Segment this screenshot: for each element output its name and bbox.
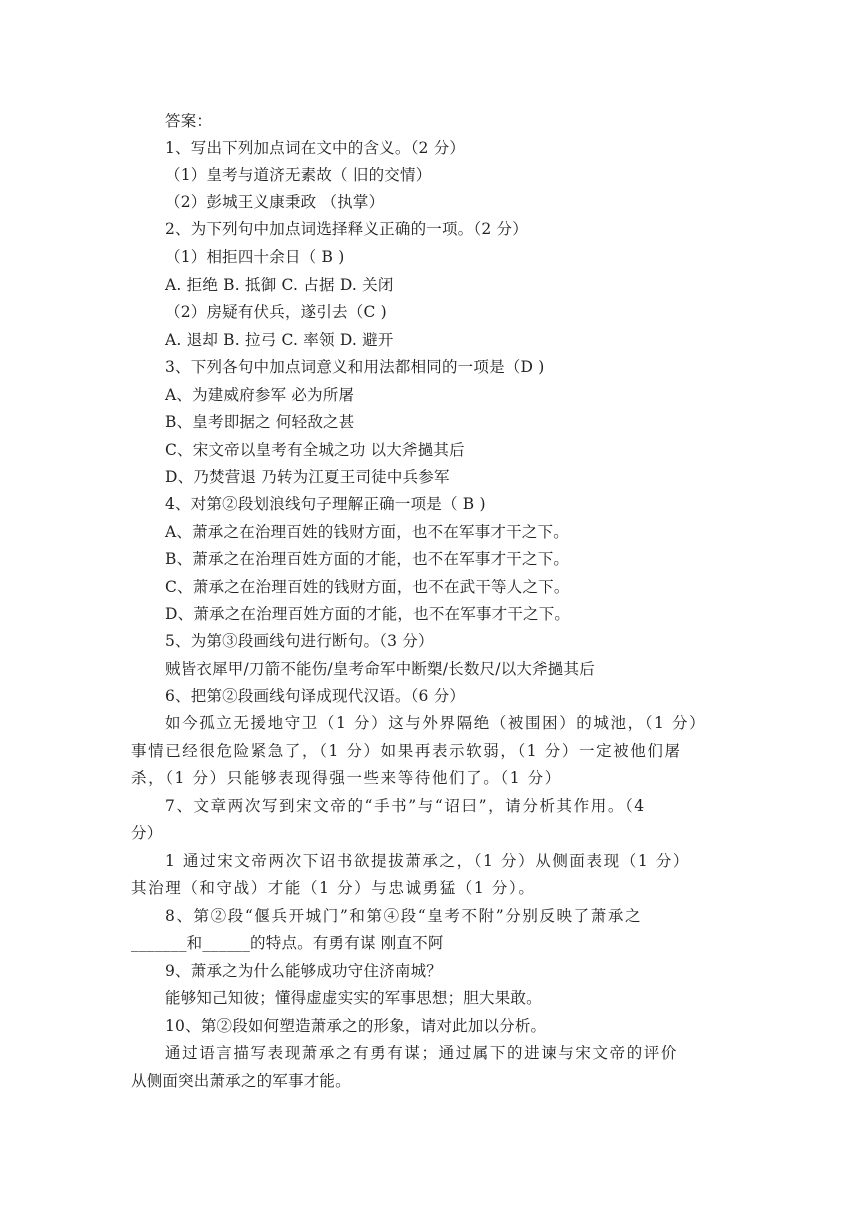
q10-stem: 10、第②段如何塑造萧承之的形象，请对此加以分析。 xyxy=(165,1017,547,1035)
q6-stem: 6、把第②段画线句译成现代汉语。（6 分） xyxy=(165,687,466,705)
q6-answer-line-1: 如今孤立无援地守卫（1 分）这与外界隔绝（被围困）的城池，（1 分） xyxy=(165,714,707,732)
q2-stem: 2、为下列句中加点词选择释义正确的一项。（2 分） xyxy=(165,220,528,238)
q6-answer-line-3: 杀，（1 分）只能够表现得强一些来等待他们了。（1 分） xyxy=(131,769,562,787)
q1-answer-1: （1）皇考与道济无素故（ 旧的交情） xyxy=(165,166,432,184)
q6-answer-line-2: 事情已经很危险紧急了，（1 分）如果再表示软弱，（1 分）一定被他们屠 xyxy=(131,742,682,760)
q3-option-b: B、皇考即据之 何轻敌之甚 xyxy=(165,413,355,431)
q4-option-c: C、萧承之在治理百姓的钱财方面，也不在武干等人之下。 xyxy=(165,578,570,596)
q9-stem: 9、萧承之为什么能够成功守住济南城？ xyxy=(165,962,442,980)
q7-answer-line-2: 其治理（和守战）才能（1 分）与忠诚勇猛（1 分）。 xyxy=(131,879,536,897)
q3-stem: 3、下列各句中加点词意义和用法都相同的一项是（D ) xyxy=(165,358,545,376)
answer-heading: 答案： xyxy=(165,112,213,130)
q8-stem-line-1: 8、第②段“偃兵开城门”和第④段“皇考不附”分别反映了萧承之 xyxy=(165,907,643,925)
q2-options-1: A. 拒绝 B. 抵御 C. 占据 D. 关闭 xyxy=(165,276,394,294)
q9-answer: 能够知己知彼；懂得虚虚实实的军事思想；胆大果敢。 xyxy=(165,989,542,1007)
q2-sub-1: （1）相拒四十余日（ B ) xyxy=(165,248,345,266)
q4-option-a: A、萧承之在治理百姓的钱财方面，也不在军事才干之下。 xyxy=(165,523,569,541)
q4-option-b: B、萧承之在治理百姓方面的才能，也不在军事才干之下。 xyxy=(165,550,570,568)
q7-stem-line-2: 分） xyxy=(131,824,163,842)
q3-option-d: D、乃焚营退 乃转为江夏王司徒中兵参军 xyxy=(165,468,450,486)
q10-answer-line-1: 通过语言描写表现萧承之有勇有谋；通过属下的进谏与宋文帝的评价 xyxy=(165,1044,679,1062)
q3-option-a: A、为建威府参军 必为所屠 xyxy=(165,386,355,404)
q4-stem: 4、对第②段划浪线句子理解正确一项是（ B ) xyxy=(165,495,486,513)
q4-option-d: D、萧承之在治理百姓方面的才能，也不在军事才干之下。 xyxy=(165,605,571,623)
q1-answer-2: （2）彭城王义康秉政 （执掌） xyxy=(165,193,385,211)
q1-stem: 1、写出下列加点词在文中的含义。（2 分） xyxy=(165,139,466,157)
q7-answer-line-1: 1 通过宋文帝两次下诏书欲提拔萧承之，（1 分）从侧面表现（1 分） xyxy=(165,852,691,870)
q2-options-2: A. 退却 B. 拉弓 C. 率领 D. 避开 xyxy=(165,331,394,349)
q2-sub-2: （2）房疑有伏兵，遂引去（C ) xyxy=(165,303,387,321)
q5-answer: 贼皆衣犀甲/刀箭不能伤/皇考命军中断槊/长数尺/以大斧撾其后 xyxy=(165,660,595,678)
q10-answer-line-2: 从侧面突出萧承之的军事才能。 xyxy=(131,1072,351,1090)
q5-stem: 5、为第③段画线句进行断句。（3 分） xyxy=(165,632,434,650)
q3-option-c: C、宋文帝以皇考有全城之功 以大斧撾其后 xyxy=(165,441,465,459)
q7-stem-line-1: 7、文章两次写到宋文帝的“手书”与“诏曰”，请分析其作用。（4 xyxy=(165,797,646,815)
q8-stem-line-2: _______和______的特点。有勇有谋 刚直不阿 xyxy=(131,934,444,952)
